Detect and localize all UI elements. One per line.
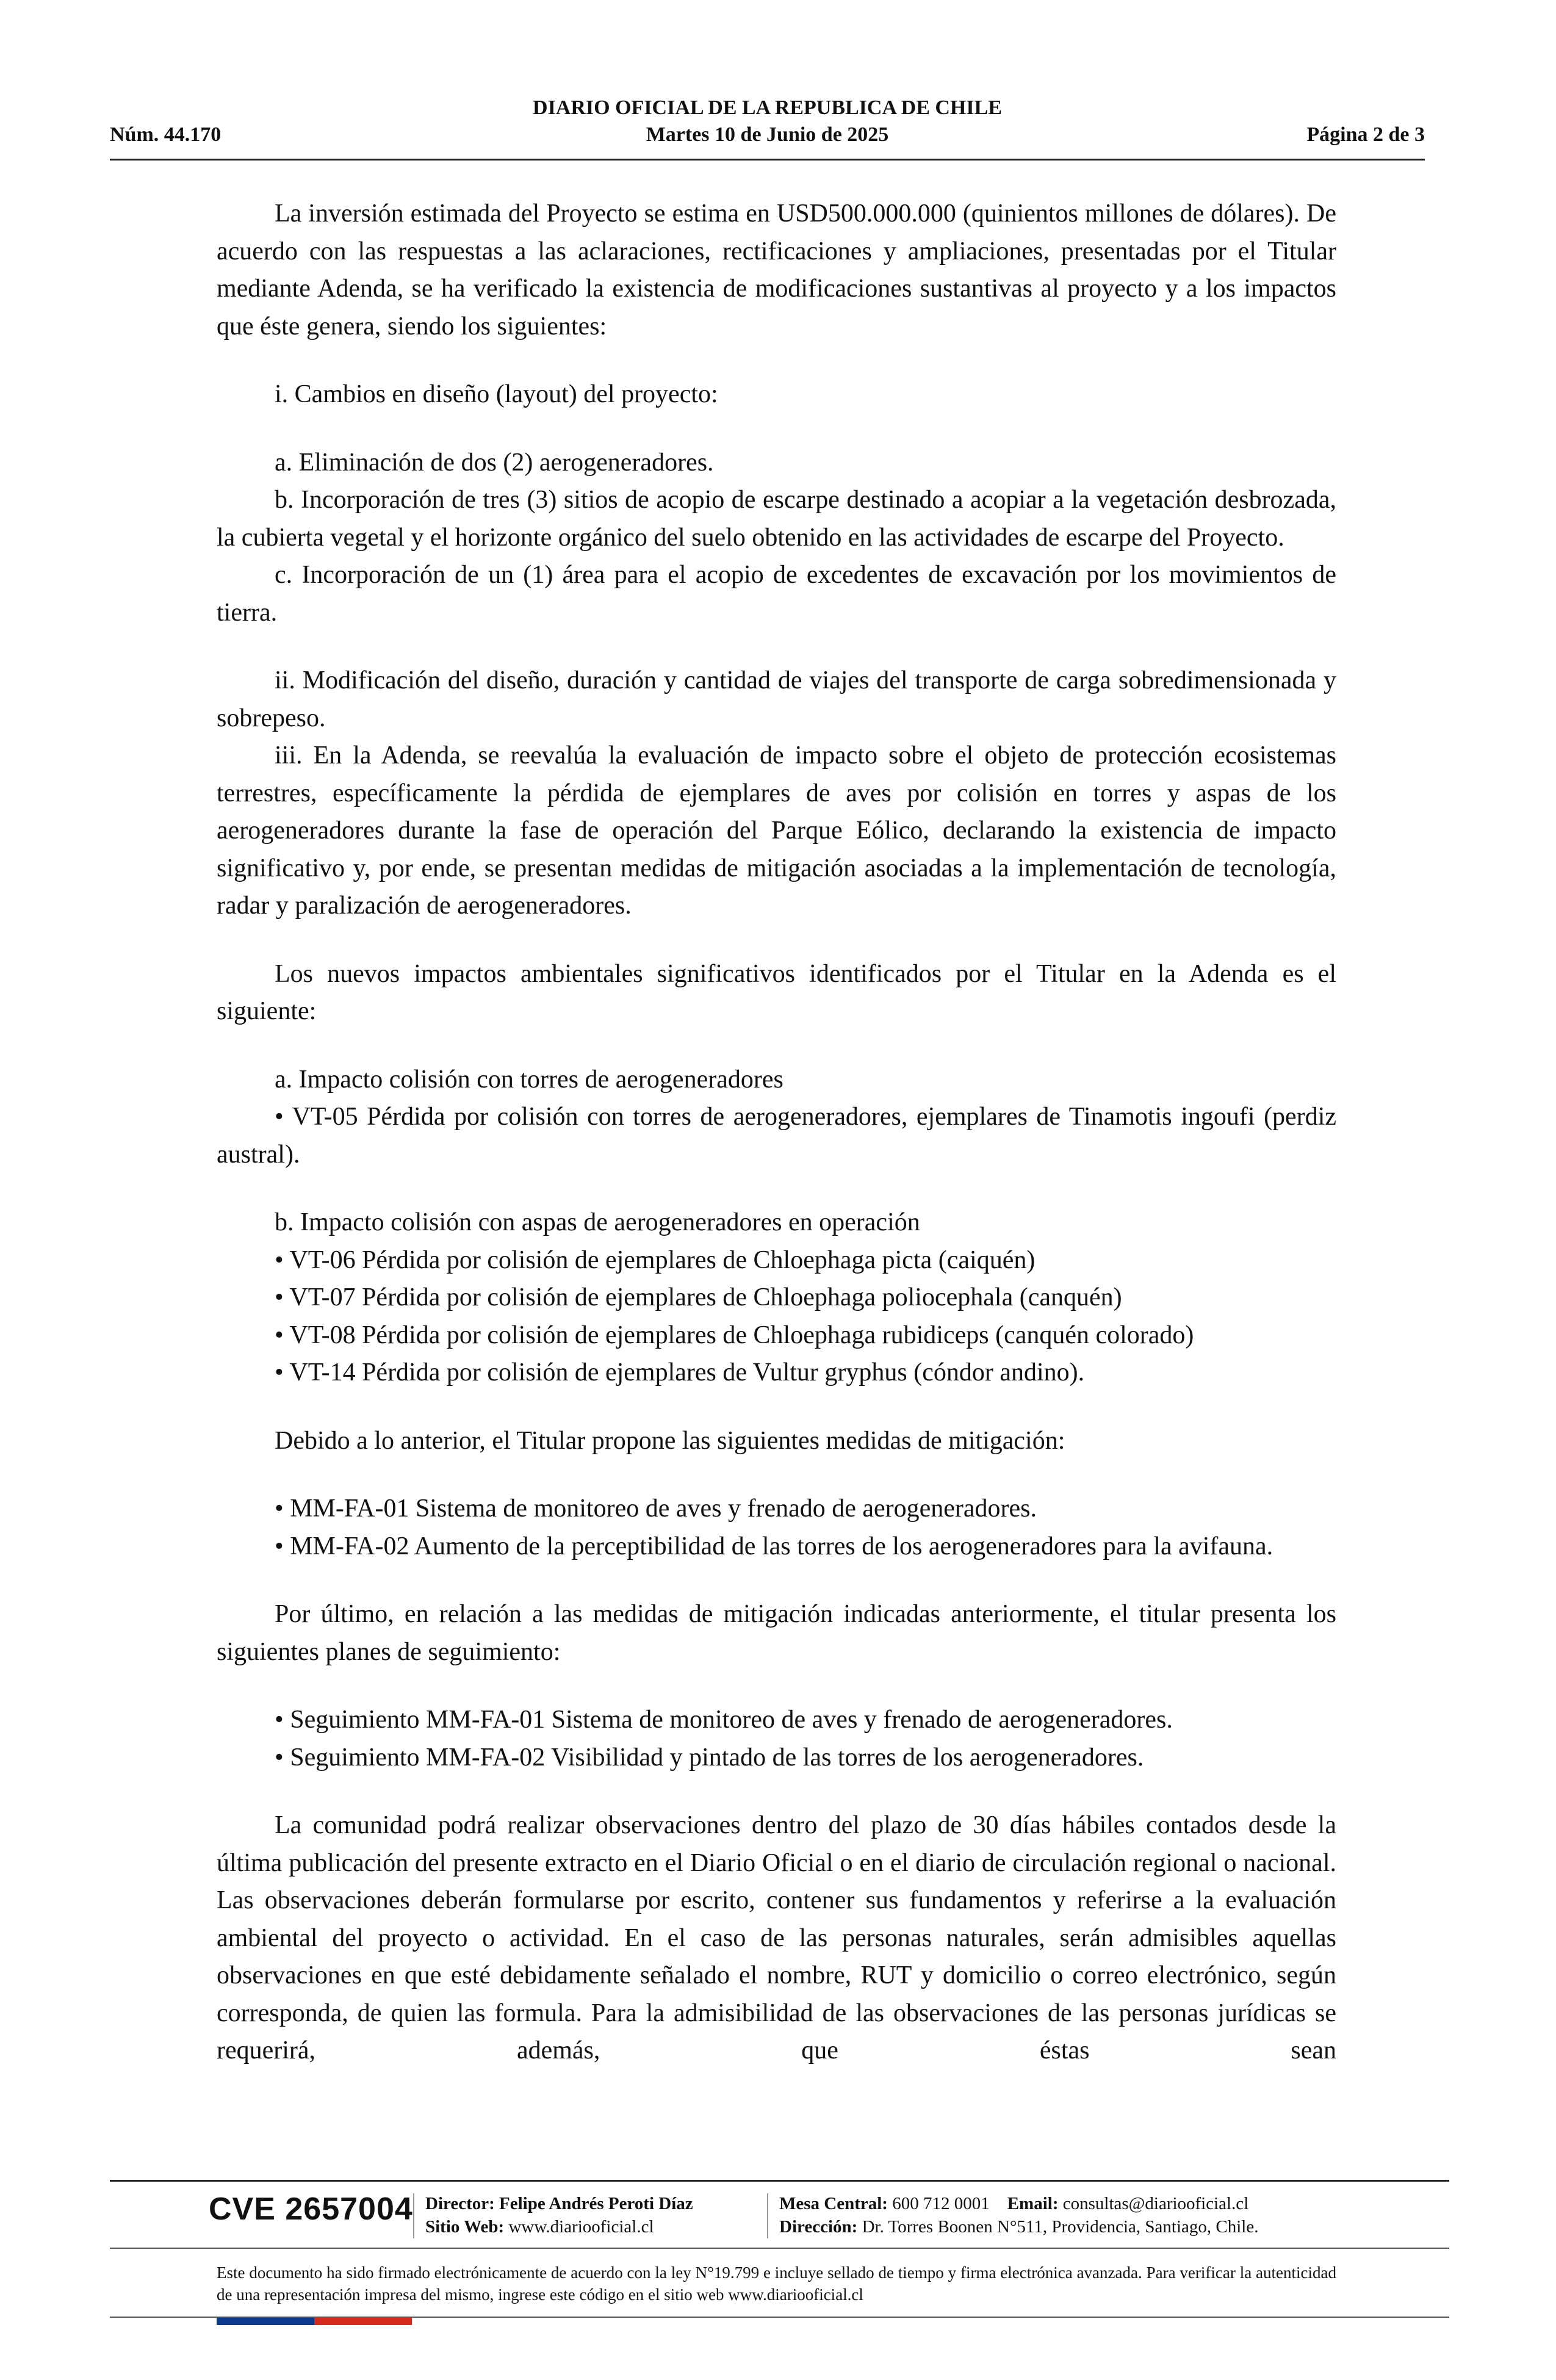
bullet-vt-08: • VT-08 Pérdida por colisión de ejemplares de Chloephaga rubidiceps (canquén colorado) [275, 1321, 1194, 1349]
item-a-elimination: a. Eliminación de dos (2) aerogeneradores. [275, 448, 714, 477]
paragraph-new-impacts: Los nuevos impactos ambientales significativos identificados por el Titular en la Adenda es el siguiente: [217, 959, 1336, 1025]
bullet-mm-fa-02: • MM-FA-02 Aumento de la perceptibilidad de las torres de los aerogeneradores para la avifauna. [275, 1532, 1273, 1560]
footer-director-block [425, 2192, 693, 2238]
website-label: Sitio Web: [425, 2217, 505, 2237]
bullet-vt-14: • VT-14 Pérdida por colisión de ejemplares de Vultur gryphus (cóndor andino). [275, 1358, 1085, 1387]
footer-mid-rule [110, 2248, 1449, 2249]
footer-contact-block [779, 2192, 1258, 2238]
flag-stripe-red [314, 2318, 412, 2325]
issue-number: Núm. 44.170 [110, 123, 222, 146]
bullet-vt-07: • VT-07 Pérdida por colisión de ejemplares de Chloephaga poliocephala (canquén) [275, 1283, 1122, 1311]
issue-date: Martes 10 de Junio de 2025 [646, 123, 889, 146]
bullet-vt-05: • VT-05 Pérdida por colisión con torres de aerogeneradores, ejemplares de Tinamotis ingoufi (perdiz austral). [217, 1103, 1336, 1169]
phone-number: 600 712 0001 [892, 2194, 990, 2213]
item-ii-transport: ii. Modificación del diseño, duración y cantidad de viajes del transporte de carga sobredimensionada y sobrepeso. [217, 666, 1336, 732]
impact-b-blades: b. Impacto colisión con aspas de aerogeneradores en operación [275, 1208, 920, 1236]
item-c-excavation: c. Incorporación de un (1) área para el acopio de excedentes de excavación por los movimientos de tierra. [217, 561, 1336, 627]
item-b-stockpile: b. Incorporación de tres (3) sitios de acopio de escarpe destinado a acopiar a la vegetación desbrozada, la cubierta vegetal y el horizonte orgánico del suelo obtenido en las actividades de escarpe del Proyecto. [217, 486, 1336, 552]
cve-code: CVE 2657004 [209, 2191, 413, 2227]
legal-notice: Este documento ha sido firmado electrónicamente de acuerdo con la ley N°19.799 e incluye sellado de tiempo y firma electrónica avanzada. Para verificar la autenticidad de una representación impresa del mismo, ingrese este código en el sitio web www.diariooficial.cl [217, 2263, 1336, 2304]
gazette-title: DIARIO OFICIAL DE LA REPUBLICA DE CHILE [533, 96, 1002, 119]
address-label: Dirección: [779, 2217, 858, 2237]
page-header [110, 92, 1425, 160]
bullet-monitoring-01: • Seguimiento MM-FA-01 Sistema de monitoreo de aves y frenado de aerogeneradores. [275, 1706, 1173, 1734]
bullet-mm-fa-01: • MM-FA-01 Sistema de monitoreo de aves y frenado de aerogeneradores. [275, 1495, 1037, 1523]
paragraph-investment: La inversión estimada del Proyecto se estima en USD500.000.000 (quinientos millones de dólares). De acuerdo con las respuestas a las aclaraciones, rectificaciones y ampliaciones, presentadas por el Titular mediante Adenda, se ha verificado la existencia de modificaciones sustantivas al proyecto y a los impactos que éste genera, siendo los siguientes: [217, 200, 1336, 341]
item-layout-changes: i. Cambios en diseño (layout) del proyecto: [275, 380, 718, 408]
footer-divider [413, 2193, 414, 2238]
bullet-vt-06: • VT-06 Pérdida por colisión de ejemplares de Chloephaga picta (caiquén) [275, 1246, 1036, 1274]
director-label: Director: [425, 2194, 495, 2213]
bullet-monitoring-02: • Seguimiento MM-FA-02 Visibilidad y pintado de las torres de los aerogeneradores. [275, 1743, 1144, 1772]
paragraph-mitigation-intro: Debido a lo anterior, el Titular propone las siguientes medidas de mitigación: [275, 1426, 1065, 1455]
item-iii-reevaluation: iii. En la Adenda, se reevalúa la evaluación de impacto sobre el objeto de protección ecosistemas terrestres, específicamente la pérdida de ejemplares de aves por colisión en torres y aspas de los aerogeneradores durante la fase de operación del Parque Eólico, declarando la existencia de impacto significativo y, por ende, se presentan medidas de mitigación asociadas a la implementación de tecnología, radar y paralización de aerogeneradores. [217, 741, 1336, 920]
flag-stripe-blue [217, 2318, 314, 2325]
impact-a-towers: a. Impacto colisión con torres de aerogeneradores [275, 1065, 783, 1094]
email-link[interactable]: consultas@diariooficial.cl [1062, 2194, 1249, 2213]
website-link[interactable]: www.diariooficial.cl [508, 2217, 654, 2237]
footer-divider-2 [767, 2193, 768, 2238]
document-body [217, 195, 1336, 2070]
footer-top-rule [110, 2180, 1449, 2182]
page-indicator: Página 2 de 3 [1306, 123, 1425, 146]
director-name: Felipe Andrés Peroti Díaz [499, 2194, 693, 2213]
address-value: Dr. Torres Boonen N°511, Providencia, Santiago, Chile. [862, 2217, 1259, 2237]
paragraph-observations: La comunidad podrá realizar observaciones dentro del plazo de 30 días hábiles contados desde la última publicación del presente extracto en el Diario Oficial o en el diario de circulación regional o nacional. Las observaciones deberán formularse por escrito, contener sus fundamentos y referirse a la evaluación ambiental del proyecto o actividad. En el caso de las personas naturales, serán admisibles aquellas observaciones en que esté debidamente señalado el nombre, RUT y domicilio o correo electrónico, según corresponda, de quien las formula. Para la admisibilidad de las observaciones de las personas jurídicas se requerirá, además, que éstas sean [217, 1811, 1336, 2064]
paragraph-monitoring-intro: Por último, en relación a las medidas de mitigación indicadas anteriormente, el titular presenta los siguientes planes de seguimiento: [217, 1600, 1336, 1666]
phone-label: Mesa Central: [779, 2194, 888, 2213]
email-label: Email: [1007, 2194, 1059, 2213]
